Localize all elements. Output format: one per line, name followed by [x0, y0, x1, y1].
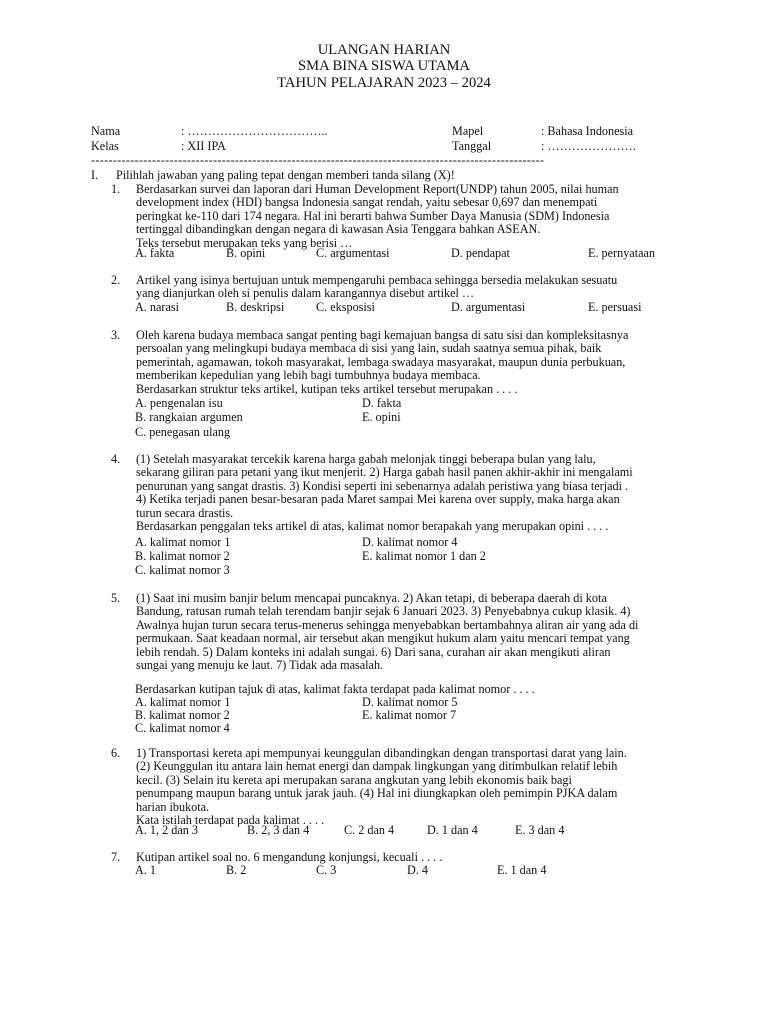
nama-value: : …………………………….. — [181, 124, 328, 138]
school-name: SMA BINA SISWA UTAMA — [298, 58, 470, 74]
question-prompt: Teks tersebut merupakan teks yang berisi … — [136, 235, 353, 250]
option-e[interactable]: E. kalimat nomor 7 — [362, 708, 457, 722]
question-text-line: tertinggal dibandingkan dengan negara di kawasan Asia Tenggara bahkan ASEAN. — [136, 222, 541, 237]
question-text-line: penurunan yang sangat drastis. 3) Kondisi seperti ini sebenarnya adalah peristiwa yang biasa terjadi . — [136, 478, 629, 493]
option-d[interactable]: D. 1 dan 4 — [427, 823, 478, 837]
option-b[interactable]: B. rangkaian argumen — [135, 410, 243, 424]
option-c[interactable]: C. 3 — [316, 863, 337, 877]
exam-title: ULANGAN HARIAN — [317, 42, 451, 58]
option-e[interactable]: E. 3 dan 4 — [515, 823, 565, 837]
option-d[interactable]: D. kalimat nomor 5 — [362, 695, 458, 709]
question-text-line: (1) Setelah masyarakat tercekik karena harga gabah melonjak tinggi beberapa bulan yang lalu, — [136, 452, 596, 466]
option-e[interactable]: E. persuasi — [588, 300, 642, 314]
question-text-line: turun secara drastis. — [136, 505, 234, 520]
question-number: 3. — [111, 328, 121, 342]
option-a[interactable]: A. fakta — [135, 246, 175, 260]
question-text-line: memberikan kepedulian yang lebih bagi tumbuhnya budaya membaca. — [136, 368, 481, 383]
question-prompt: Berdasarkan struktur teks artikel, kutipan teks artikel tersebut merupakan . . . . — [136, 381, 518, 396]
option-a[interactable]: A. kalimat nomor 1 — [135, 535, 231, 549]
mapel-label: Mapel — [452, 124, 484, 138]
option-b[interactable]: B. kalimat nomor 2 — [135, 549, 230, 563]
option-b[interactable]: B. kalimat nomor 2 — [135, 708, 230, 722]
option-d[interactable]: D. pendapat — [451, 246, 510, 260]
question-number: 2. — [111, 273, 121, 287]
question-text-line: sekarang giliran para petani yang ikut menjerit. 2) Harga gabah hasil panen akhir-akhir ini mengalami — [136, 465, 633, 480]
question-text-line: (2) Keunggulan itu antara lain hemat energi dan dampak lingkungan yang ditimbulkan relatif lebih — [136, 759, 618, 774]
question-number: 4. — [111, 452, 121, 466]
question-text-line: kecil. (3) Selain itu kereta api merupakan sarana angkutan yang lebih ekonomis baik bagi — [136, 772, 572, 787]
option-c[interactable]: C. kalimat nomor 4 — [135, 721, 230, 735]
question-number: 5. — [111, 591, 121, 605]
option-e[interactable]: E. 1 dan 4 — [497, 863, 547, 877]
question-number: 6. — [111, 746, 121, 760]
section-numeral: I. — [91, 168, 99, 182]
option-b[interactable]: B. deskripsi — [226, 300, 285, 314]
question-text-line: Awalnya hujan turun secara terus-menerus sehingga menyebabkan bertambahnya aliran air yang ada di — [136, 617, 639, 632]
question-text-line: Berdasarkan survei dan laporan dari Human Development Report(UNDP) tahun 2005, nilai human — [136, 182, 619, 196]
question-text-line: sungai yang menuju ke laut. 7) Tidak ada masalah. — [136, 658, 384, 673]
option-b[interactable]: B. 2, 3 dan 4 — [247, 823, 310, 837]
question-text-line: 4) Ketika terjadi panen besar-besaran pada Maret sampai Mei karena over supply, maka harga akan — [136, 492, 620, 507]
tanggal-label: Tanggal — [452, 139, 492, 153]
question-prompt: Berdasarkan penggalan teks artikel di atas, kalimat nomor berapakah yang merupakan opini . . . . — [136, 519, 609, 534]
question-text-line: pemerintah, agamawan, tokoh masyarakat, lembaga swadaya masyarakat, maupun dunia perbukuan, — [136, 354, 626, 369]
question-prompt: Kutipan artikel soal no. 6 mengandung konjungsi, kecuali . . . . — [136, 850, 443, 864]
option-a[interactable]: A. kalimat nomor 1 — [135, 695, 231, 709]
question-prompt: yang dianjurkan oleh si penulis dalam karangannya disebut artikel … — [136, 286, 475, 301]
question-prompt: Kata istilah terdapat pada kalimat . . . . — [136, 813, 325, 828]
question-text-line: development index (HDI) bangsa Indonesia sangat rendah, yaitu sebesar 0,697 dan menempati — [136, 195, 598, 210]
question-text-line: Bandung, ratusan rumah telah terendam banjir sejak 6 Januari 2023. 3) Penyebabnya cukup klasik. 4) — [136, 604, 631, 619]
option-a[interactable]: A. narasi — [135, 300, 179, 314]
option-c[interactable]: C. eksposisi — [316, 300, 375, 314]
kelas-value: : XII IPA — [181, 139, 226, 153]
option-c[interactable]: C. penegasan ulang — [135, 425, 231, 439]
question-text-line: (1) Saat ini musim banjir belum mencapai puncaknya. 2) Akan tetapi, di beberapa daerah di kota — [136, 591, 607, 605]
option-a[interactable]: A. pengenalan isu — [135, 396, 223, 410]
option-d[interactable]: D. 4 — [407, 863, 428, 877]
option-a[interactable]: A. 1, 2 dan 3 — [135, 823, 198, 837]
option-e[interactable]: E. kalimat nomor 1 dan 2 — [362, 549, 486, 563]
kelas-label: Kelas — [91, 139, 119, 153]
option-c[interactable]: C. kalimat nomor 3 — [135, 563, 230, 577]
option-c[interactable]: C. argumentasi — [316, 246, 390, 260]
question-text-line: harian ibukota. — [136, 799, 210, 814]
divider: -------------------------------------------------------------------------------------------------------- — [91, 154, 545, 167]
question-number: 7. — [111, 850, 121, 864]
question-number: 1. — [111, 182, 121, 196]
option-d[interactable]: D. fakta — [362, 396, 402, 410]
option-d[interactable]: D. kalimat nomor 4 — [362, 535, 458, 549]
question-text-line: peringkat ke-110 dari 174 negara. Hal ini berarti bahwa Sumber Daya Manusia (SDM) Indonesia — [136, 208, 610, 223]
question-text-line: Artikel yang isinya bertujuan untuk mempengaruhi pembaca sehingga bersedia melakukan sesuatu — [136, 273, 618, 287]
question-text-line: Oleh karena budaya membaca sangat penting bagi kemajuan bangsa di satu sisi dan kompleksitasnya — [136, 328, 629, 342]
tanggal-value: : …………………. — [541, 139, 636, 153]
question-prompt: Berdasarkan kutipan tajuk di atas, kalimat fakta terdapat pada kalimat nomor . . . . — [135, 682, 535, 696]
option-e[interactable]: E. pernyataan — [588, 246, 655, 260]
option-e[interactable]: E. opini — [362, 410, 401, 424]
question-text-line: 1) Transportasi kereta api mempunyai keunggulan dibandingkan dengan transportasi darat yang lain. — [136, 746, 627, 760]
question-text-line: permukaan. Saat keadaan normal, air tersebut akan mengikut hukum alam yaitu mencari tempat yang — [136, 631, 630, 646]
mapel-value: : Bahasa Indonesia — [541, 124, 634, 138]
question-text-line: lebih rendah. 5) Dalam konteks ini adalah sungai. 6) Dari sana, curahan air akan mengikuti aliran — [136, 644, 611, 659]
option-b[interactable]: B. 2 — [226, 863, 247, 877]
option-a[interactable]: A. 1 — [135, 863, 156, 877]
question-text-line: penumpang maupun barang untuk jarak jauh. (4) Hal ini diungkapkan oleh pemimpin PJKA dalam — [136, 786, 618, 801]
nama-label: Nama — [91, 124, 121, 138]
option-d[interactable]: D. argumentasi — [451, 300, 526, 314]
section-instruction: Pilihlah jawaban yang paling tepat dengan memberi tanda silang (X)! — [116, 168, 455, 182]
option-c[interactable]: C. 2 dan 4 — [344, 823, 395, 837]
option-b[interactable]: B. opini — [226, 246, 266, 260]
question-text-line: persoalan yang melingkupi budaya membaca di sisi yang lain, sudah saatnya semua pihak, baik — [136, 341, 602, 356]
academic-year: TAHUN PELAJARAN 2023 – 2024 — [277, 75, 491, 91]
